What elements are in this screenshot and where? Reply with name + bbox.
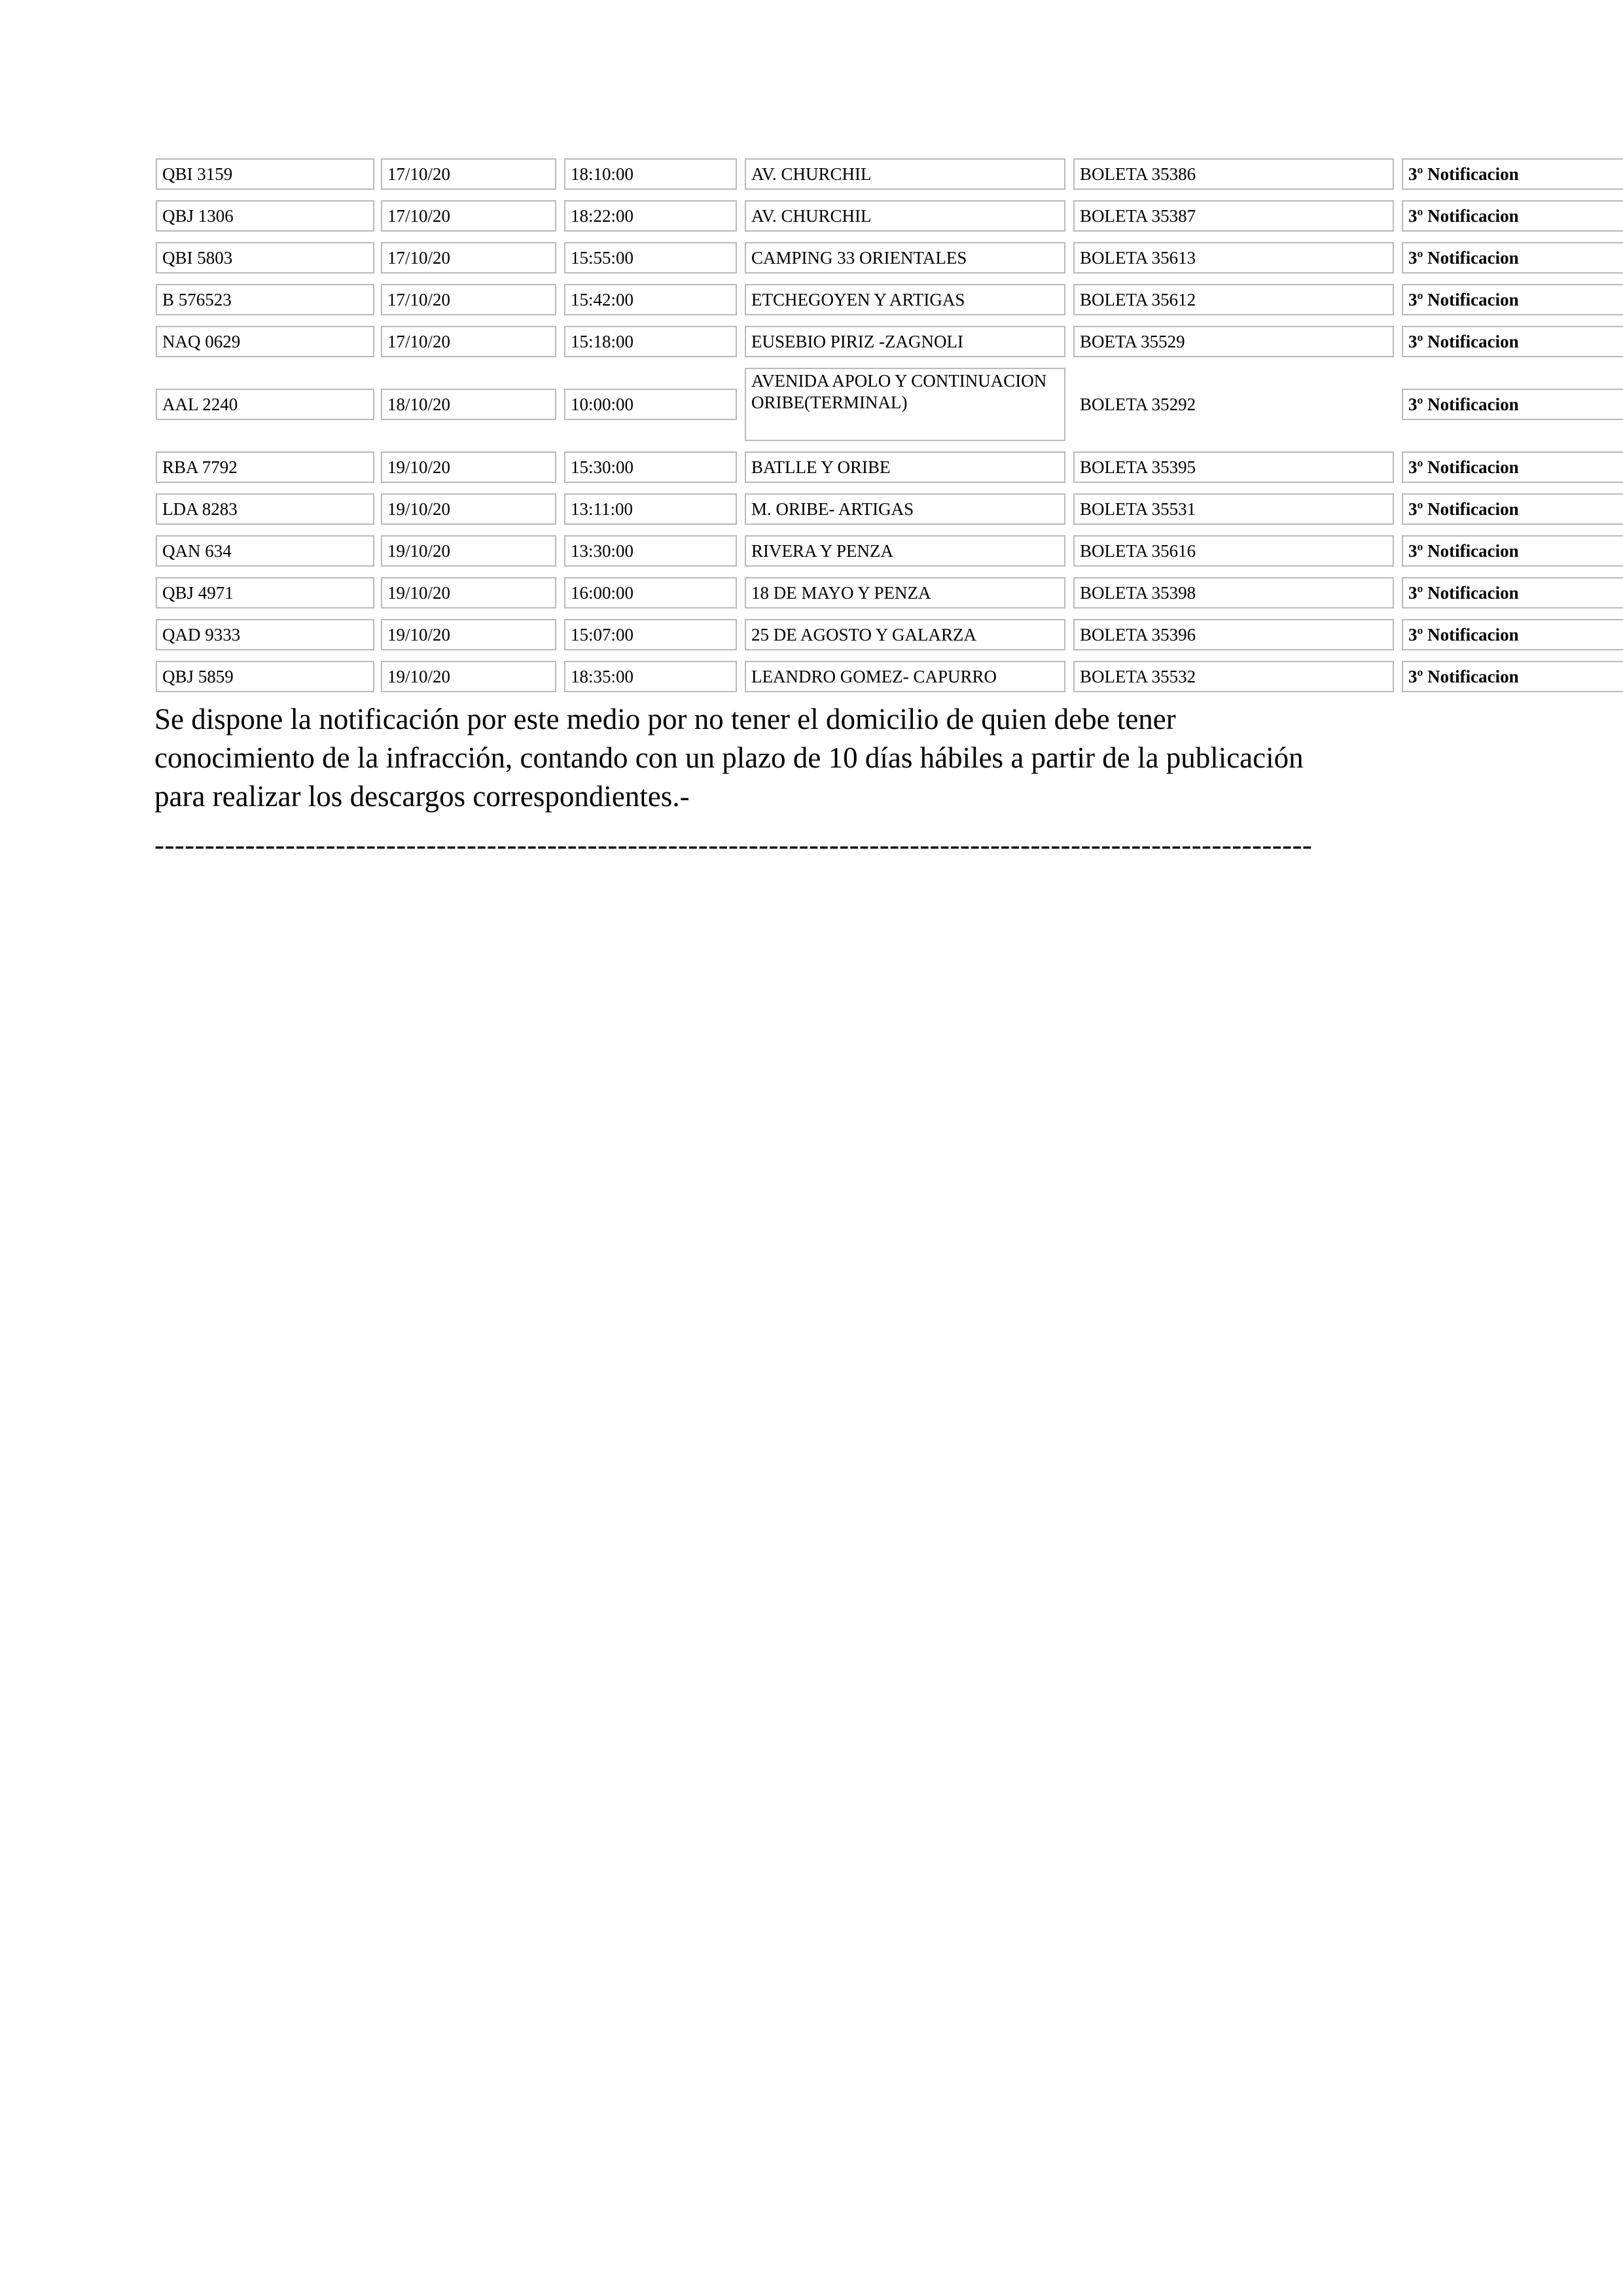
status-cell: 3º Notificacion xyxy=(1402,535,1623,567)
boleta-cell: BOLETA 35532 xyxy=(1073,661,1394,692)
address-cell: BATLLE Y ORIBE xyxy=(745,451,1065,483)
table-row xyxy=(156,326,1623,357)
time-cell: 15:55:00 xyxy=(564,242,737,274)
boleta-cell: BOLETA 35386 xyxy=(1073,158,1394,190)
status-cell: 3º Notificacion xyxy=(1402,661,1623,692)
time-cell: 10:00:00 xyxy=(564,389,737,420)
plate-cell: AAL 2240 xyxy=(156,389,374,420)
table-row xyxy=(156,242,1623,274)
table-row xyxy=(156,158,1623,190)
plate-cell: QAN 634 xyxy=(156,535,374,567)
plate-cell: QBJ 1306 xyxy=(156,200,374,232)
boleta-cell: BOLETA 35612 xyxy=(1073,284,1394,315)
date-cell: 19/10/20 xyxy=(381,577,556,609)
status-cell: 3º Notificacion xyxy=(1402,451,1623,483)
time-cell: 15:18:00 xyxy=(564,326,737,357)
date-cell: 19/10/20 xyxy=(381,661,556,692)
date-cell: 17/10/20 xyxy=(381,284,556,315)
status-cell: 3º Notificacion xyxy=(1402,284,1623,315)
notice-line: conocimiento de la infracción, contando con un plazo de 10 días hábiles a partir de la publicación xyxy=(154,741,1304,774)
status-cell: 3º Notificacion xyxy=(1402,577,1623,609)
date-cell: 17/10/20 xyxy=(381,158,556,190)
boleta-cell: BOLETA 35616 xyxy=(1073,535,1394,567)
boleta-cell: BOLETA 35613 xyxy=(1073,242,1394,274)
table-row xyxy=(156,661,1623,692)
boleta-cell: BOLETA 35387 xyxy=(1073,200,1394,232)
time-cell: 18:22:00 xyxy=(564,200,737,232)
boleta-cell: BOLETA 35395 xyxy=(1073,451,1394,483)
date-cell: 17/10/20 xyxy=(381,326,556,357)
table-row xyxy=(156,451,1623,483)
boleta-cell: BOLETA 35396 xyxy=(1073,619,1394,650)
time-cell: 15:30:00 xyxy=(564,451,737,483)
status-cell: 3º Notificacion xyxy=(1402,619,1623,650)
infractions-table xyxy=(156,158,1623,703)
status-cell: 3º Notificacion xyxy=(1402,242,1623,274)
address-cell: AV. CHURCHIL xyxy=(745,158,1065,190)
time-cell: 18:35:00 xyxy=(564,661,737,692)
boleta-cell: BOLETA 35531 xyxy=(1073,493,1394,525)
status-cell: 3º Notificacion xyxy=(1402,493,1623,525)
date-cell: 17/10/20 xyxy=(381,242,556,274)
address-cell: LEANDRO GOMEZ- CAPURRO xyxy=(745,661,1065,692)
table-row xyxy=(156,493,1623,525)
address-cell: RIVERA Y PENZA xyxy=(745,535,1065,567)
separator-line: ------------------------------------------------------------------------------------------------------------------- xyxy=(154,828,1313,861)
status-cell: 3º Notificacion xyxy=(1402,326,1623,357)
date-cell: 19/10/20 xyxy=(381,619,556,650)
plate-cell: QBJ 4971 xyxy=(156,577,374,609)
plate-cell: QAD 9333 xyxy=(156,619,374,650)
date-cell: 19/10/20 xyxy=(381,493,556,525)
time-cell: 13:30:00 xyxy=(564,535,737,567)
address-cell: M. ORIBE- ARTIGAS xyxy=(745,493,1065,525)
date-cell: 18/10/20 xyxy=(381,389,556,420)
time-cell: 15:07:00 xyxy=(564,619,737,650)
time-cell: 13:11:00 xyxy=(564,493,737,525)
time-cell: 16:00:00 xyxy=(564,577,737,609)
table-row xyxy=(156,200,1623,232)
plate-cell: RBA 7792 xyxy=(156,451,374,483)
plate-cell: QBJ 5859 xyxy=(156,661,374,692)
status-cell: 3º Notificacion xyxy=(1402,200,1623,232)
address-cell: AV. CHURCHIL xyxy=(745,200,1065,232)
table-row xyxy=(156,577,1623,609)
status-cell: 3º Notificacion xyxy=(1402,158,1623,190)
address-cell: EUSEBIO PIRIZ -ZAGNOLI xyxy=(745,326,1065,357)
address-cell: 25 DE AGOSTO Y GALARZA xyxy=(745,619,1065,650)
address-cell: ETCHEGOYEN Y ARTIGAS xyxy=(745,284,1065,315)
plate-cell: B 576523 xyxy=(156,284,374,315)
address-cell: 18 DE MAYO Y PENZA xyxy=(745,577,1065,609)
boleta-cell: BOLETA 35398 xyxy=(1073,577,1394,609)
time-cell: 15:42:00 xyxy=(564,284,737,315)
date-cell: 17/10/20 xyxy=(381,200,556,232)
date-cell: 19/10/20 xyxy=(381,451,556,483)
plate-cell: NAQ 0629 xyxy=(156,326,374,357)
table-row xyxy=(156,535,1623,567)
table-row xyxy=(156,619,1623,650)
status-cell: 3º Notificacion xyxy=(1402,389,1623,420)
plate-cell: LDA 8283 xyxy=(156,493,374,525)
boleta-cell: BOETA 35529 xyxy=(1073,326,1394,357)
notice-paragraph xyxy=(154,700,1463,816)
date-cell: 19/10/20 xyxy=(381,535,556,567)
time-cell: 18:10:00 xyxy=(564,158,737,190)
table-row xyxy=(156,284,1623,315)
plate-cell: QBI 5803 xyxy=(156,242,374,274)
address-cell: CAMPING 33 ORIENTALES xyxy=(745,242,1065,274)
table-row xyxy=(156,368,1623,441)
notice-line: Se dispone la notificación por este medio por no tener el domicilio de quien debe tener xyxy=(154,703,1176,735)
plate-cell: QBI 3159 xyxy=(156,158,374,190)
notice-line: para realizar los descargos correspondientes.- xyxy=(154,780,690,813)
boleta-cell: BOLETA 35292 xyxy=(1080,395,1196,414)
address-cell: AVENIDA APOLO Y CONTINUACION ORIBE(TERMINAL) xyxy=(745,368,1065,441)
